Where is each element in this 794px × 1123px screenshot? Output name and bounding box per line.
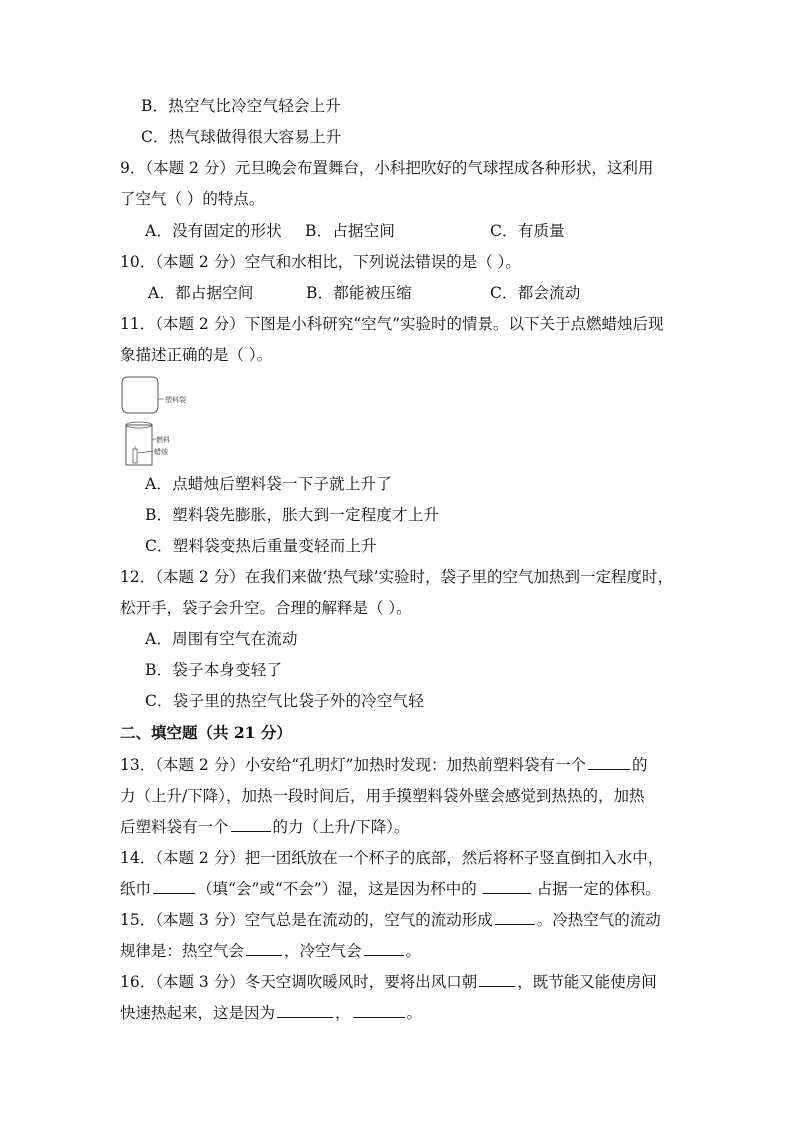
q16-line1-text-a: 16．（本题 3 分）冬天空调吹暖风时，要将出风口朝 xyxy=(120,973,478,991)
q16-line2 xyxy=(120,1003,422,1023)
q15-line2-text-a: 规律是：热空气会 xyxy=(120,942,245,960)
q13-blank-2[interactable] xyxy=(231,817,271,832)
q16-line1-text-b: ，既节能又能使房间 xyxy=(517,973,657,991)
q15-blank-1[interactable] xyxy=(495,910,535,925)
q9-option-c: C．有质量 xyxy=(490,222,565,240)
q11-stem-line1: 11．（本题 2 分）下图是小科研究“空气”实验时的情景。以下关于点燃蜡烛后现 xyxy=(120,315,664,333)
q15-line1-text-a: 15．（本题 3 分）空气总是在流动的，空气的流动形成 xyxy=(120,911,493,929)
q13-line3 xyxy=(120,817,410,837)
q10-option-a: A．都占据空间 xyxy=(148,284,254,302)
q14-line2-text-b: （填“会”或“不会”）湿，这是因为杯中的 xyxy=(197,880,477,898)
q15-blank-2[interactable] xyxy=(246,941,282,956)
q14-line1: 14．（本题 2 分）把一团纸放在一个杯子的底部，然后将杯子竖直倒扣入水中， xyxy=(120,849,664,867)
q13-line3-text-a: 后塑料袋有一个 xyxy=(120,818,229,836)
q11-experiment-figure xyxy=(118,375,198,467)
q11-option-b: B．塑料袋先膨胀，胀大到一定程度才上升 xyxy=(145,506,440,524)
q14-line2-text-c: 占据一定的体积。 xyxy=(536,880,661,898)
q13-line3-text-b: 的力（上升/下降）。 xyxy=(272,818,410,836)
q11-option-c: C．塑料袋变热后重量变轻而上升 xyxy=(145,537,377,555)
candle-shape xyxy=(133,449,137,463)
q12-stem-line1: 12．（本题 2 分）在我们来做‘热气球’实验时，袋子里的空气加热到一定程度时， xyxy=(120,568,674,586)
q12-option-b: B．袋子本身变轻了 xyxy=(145,661,283,679)
q15-line1-text-b: 。冷热空气的流动 xyxy=(536,911,661,929)
label-fuel: 燃料 xyxy=(156,436,170,444)
q14-blank-2[interactable] xyxy=(483,879,531,894)
q16-line2-text-b: ， xyxy=(335,1004,351,1022)
q8-option-b: B．热空气比冷空气轻会上升 xyxy=(141,97,341,115)
q16-line1 xyxy=(120,972,657,992)
plastic-bag-candle-diagram xyxy=(118,375,198,467)
q13-line1-text-a: 13．（本题 2 分）小安给“孔明灯”加热时发现：加热前塑料袋有一个 xyxy=(120,756,587,774)
q13-line1 xyxy=(120,755,648,775)
q12-option-c: C．袋子里的热空气比袋子外的冷空气轻 xyxy=(145,692,424,710)
q12-option-a: A．周围有空气在流动 xyxy=(145,630,298,648)
q11-option-a: A．点蜡烛后塑料袋一下子就上升了 xyxy=(145,475,392,493)
q13-line2: 力（上升/下降），加热一段时间后，用手摸塑料袋外壁会感觉到热热的，加热 xyxy=(120,787,645,805)
label-plastic-bag: 塑料袋 xyxy=(165,396,186,404)
q10-option-c: C．都会流动 xyxy=(490,284,581,302)
q8-option-c: C．热气球做得很大容易上升 xyxy=(141,128,342,146)
label-candle: 蜡烛 xyxy=(154,448,168,456)
q16-blank-1[interactable] xyxy=(479,972,515,987)
q14-line2-text-a: 纸巾 xyxy=(120,880,152,898)
q10-option-b: B．都能被压缩 xyxy=(306,284,412,302)
q15-line1 xyxy=(120,910,661,930)
q14-blank-1[interactable] xyxy=(153,879,195,894)
plastic-bag-shape xyxy=(122,377,158,413)
q15-blank-3[interactable] xyxy=(364,941,404,956)
q11-stem-line2: 象描述正确的是（ ）。 xyxy=(120,346,273,364)
q13-line1-text-b: 的 xyxy=(632,756,648,774)
q10-stem: 10．（本题 2 分）空气和水相比，下列说法错误的是（ ）。 xyxy=(120,253,521,271)
q15-line2-text-b: ，冷空气会 xyxy=(284,942,362,960)
q15-line2-text-c: 。 xyxy=(405,942,422,960)
q14-line2 xyxy=(120,879,661,899)
q9-stem-line1: 9．（本题 2 分）元旦晚会布置舞台，小科把吹好的气球捏成各种形状，这利用 xyxy=(120,159,654,177)
cup-shape xyxy=(126,425,152,465)
q16-blank-3[interactable] xyxy=(353,1003,405,1018)
q9-stem-line2: 了空气（ ）的特点。 xyxy=(120,190,265,208)
section-title-fill-in-blank: 二、填空题（共 21 分） xyxy=(120,723,292,742)
q15-line2 xyxy=(120,941,421,961)
q16-line2-text-a: 快速热起来，这是因为 xyxy=(120,1004,276,1022)
q9-option-b: B．占据空间 xyxy=(305,222,396,240)
q16-line2-text-c: 。 xyxy=(406,1004,423,1022)
q13-blank-1[interactable] xyxy=(588,755,630,770)
q16-blank-2[interactable] xyxy=(277,1003,333,1018)
q12-stem-line2: 松开手，袋子会升空。合理的解释是（ ）。 xyxy=(120,599,412,617)
q9-option-a: A．没有固定的形状 xyxy=(145,222,282,240)
